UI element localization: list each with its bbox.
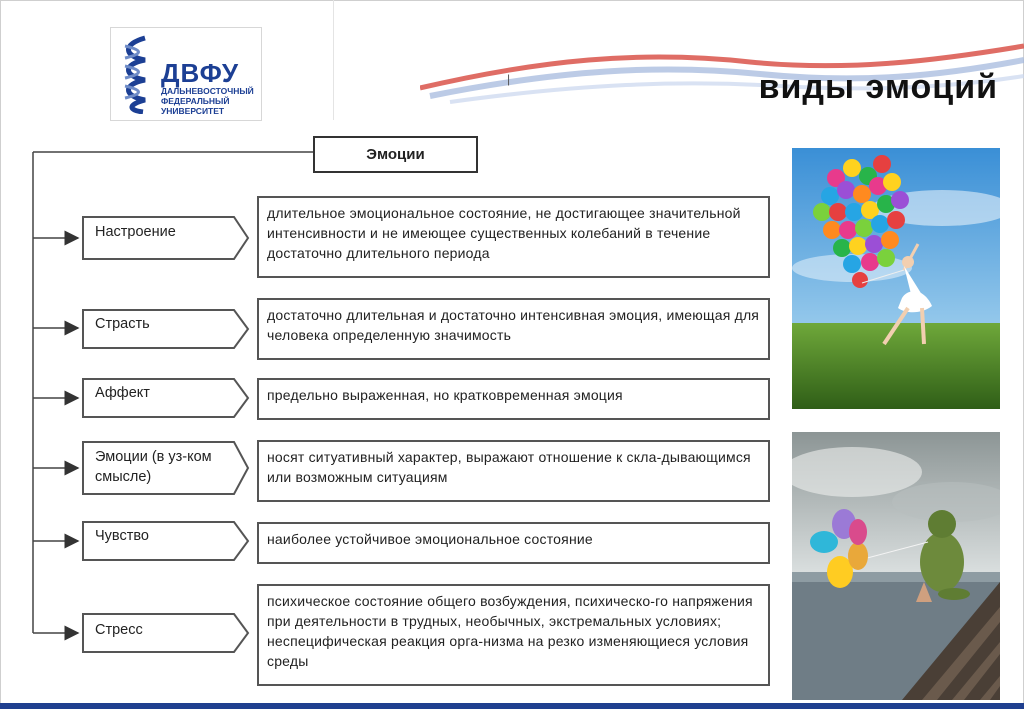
bottom-bar	[0, 703, 1024, 709]
type-label: Стресс	[95, 622, 143, 638]
type-node	[82, 378, 250, 418]
type-label: Эмоции (в уз-ком смысле)	[95, 449, 212, 485]
logo-subtitle-line: ДАЛЬНЕВОСТОЧНЫЙ	[161, 86, 254, 96]
definition-box: достаточно длительная и достаточно интенсивная эмоция, имеющая для человека определенную значимость	[257, 298, 770, 360]
type-node	[82, 521, 250, 561]
type-node	[82, 216, 250, 260]
photo-balloons-girl	[792, 148, 1000, 409]
logo-subtitle-line: ФЕДЕРАЛЬНЫЙ	[161, 96, 230, 106]
logo-name: ДВФУ	[161, 58, 240, 88]
definition-box: наиболее устойчивое эмоциональное состояние	[257, 522, 770, 564]
type-node	[82, 613, 250, 653]
type-node	[82, 309, 250, 349]
slide-title: виды эмоций	[758, 68, 998, 106]
root-node: Эмоции	[313, 136, 478, 173]
definition-box: длительное эмоциональное состояние, не достигающее значительной интенсивности и не имеющее существенных колебаний в течение достаточно длительного периода	[257, 196, 770, 278]
type-label: Аффект	[95, 385, 150, 401]
logo-subtitle-line: УНИВЕРСИТЕТ	[161, 106, 225, 116]
type-label: Чувство	[95, 528, 149, 544]
tick-mark: |	[507, 72, 511, 86]
type-label: Настроение	[95, 224, 176, 240]
photo-pier-girl	[792, 432, 1000, 700]
type-node	[82, 441, 250, 495]
definition-box: носят ситуативный характер, выражают отношение к скла-дывающимся или возможным ситуациям	[257, 440, 770, 502]
type-label: Страсть	[95, 316, 150, 332]
definition-box: психическое состояние общего возбуждения, психическо-го напряжения при деятельности в трудных, необычных, экстремальных условиях; неспецифическая реакция орга-низма на резко изменяющиеся условия среды	[257, 584, 770, 686]
definition-box: предельно выраженная, но кратковременная эмоция	[257, 378, 770, 420]
